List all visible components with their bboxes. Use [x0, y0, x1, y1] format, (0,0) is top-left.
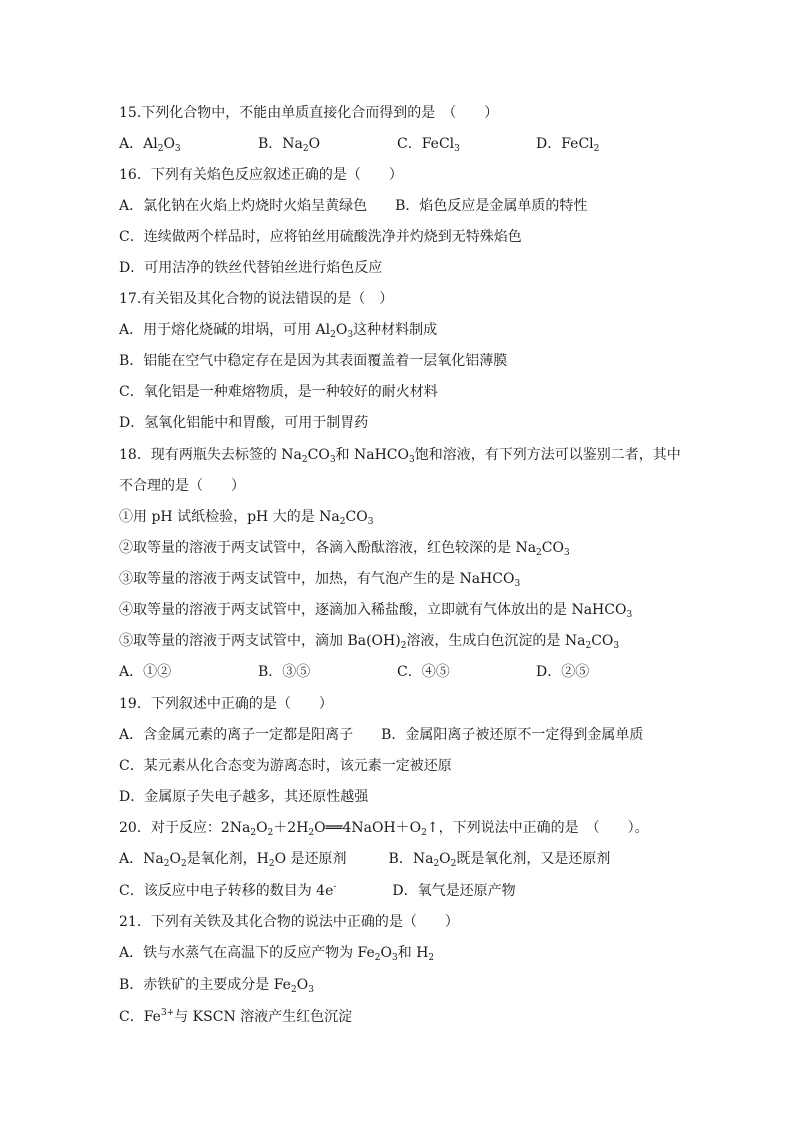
q19-line-c: C．某元素从化合态变为游离态时，该元素一定被还原 [119, 758, 452, 774]
q17-option-b: B．铝能在空气中稳定存在是因为其表面覆盖着一层氧化铝薄膜 [119, 353, 508, 369]
q18-method-4: ④取等量的溶液于两支试管中，逐滴加入稀盐酸，立即就有气体放出的是 NaHCO$_3$ [119, 602, 633, 620]
q18-option-c: C．④⑤ [397, 664, 450, 680]
q21-option-a: A．铁与水蒸气在高温下的反应产物为 $Fe_2O_3$和 $H_2$ [119, 945, 435, 963]
q16-line-ab: A．氯化钠在火焰上灼烧时火焰呈黄绿色 B．焰色反应是金属单质的特性 [119, 198, 588, 214]
q17-option-d: D．氢氧化铝能中和胃酸，可用于制胃药 [119, 415, 369, 431]
q19-line-ab: A．含金属元素的离子一定都是阳离子 B．金属阳离子被还原不一定得到金属单质 [119, 727, 644, 743]
q19-stem: 19．下列叙述中正确的是（ ） [119, 696, 333, 712]
q19-line-d: D．金属原子失电子越多，其还原性越强 [119, 789, 369, 805]
q16-line-d: D．可用洁净的铁丝代替铂丝进行焰色反应 [119, 260, 383, 276]
q17-stem: 17.有关铝及其化合物的说法错误的是（ ） [119, 291, 394, 307]
q18-stem-continued: 不合理的是（ ） [119, 478, 245, 494]
q15-stem: 15.下列化合物中，不能由单质直接化合而得到的是 （ ） [119, 105, 499, 121]
q21-option-c: C．$Fe^{3+}$与 KSCN 溶液产生红色沉淀 [119, 1008, 353, 1025]
q15-option-d: D．FeCl$_2$ [536, 136, 600, 154]
q21-stem: 21．下列有关铁及其化合物的说法中正确的是（ ） [119, 914, 459, 930]
q18-option-a: A．①② [119, 664, 172, 680]
q18-method-2: ②取等量的溶液于两支试管中，各滴入酚酞溶液，红色较深的是 $Na_2CO_3$ [119, 540, 570, 558]
q18-method-1: ①用 pH 试纸检验，pH 大的是 $Na_2CO_3$ [119, 509, 374, 527]
q20-stem: 20．对于反应：$2Na_2O_2+2H_2O══4NaOH+O_2↑$，下列说法中正确的是 （ ）。 [119, 820, 649, 838]
q16-line-c: C．连续做两个样品时，应将铂丝用硫酸洗净并灼烧到无特殊焰色 [119, 229, 522, 245]
q18-method-3: ③取等量的溶液于两支试管中，加热，有气泡产生的是 NaHCO$_3$ [119, 571, 521, 589]
q18-option-d: D．②⑤ [536, 664, 590, 680]
q18-option-b: B．③⑤ [258, 664, 311, 680]
q18-method-5: ⑤取等量的溶液于两支试管中，滴加 $Ba(OH)_2$溶液，生成白色沉淀的是 $Na_2CO_3$ [119, 633, 620, 651]
q20-line-ab: A．$Na_2O_2$是氧化剂，$H_2O$ 是还原剂 B．$Na_2O_2$既是氧化剂，又是还原剂 [119, 851, 611, 869]
q15-option-a: A．$Al_2O_3$ [119, 136, 181, 154]
q21-option-b: B．赤铁矿的主要成分是 $Fe_2O_3$ [119, 977, 314, 995]
q18-stem: 18．现有两瓶失去标签的 $Na_2CO_3$和 NaHCO$_3$饱和溶液，有下列方法可以鉴别二者，其中 [119, 447, 681, 465]
q17-option-c: C．氧化铝是一种难熔物质，是一种较好的耐火材料 [119, 384, 438, 400]
q15-option-c: C．FeCl$_3$ [397, 136, 460, 154]
q16-stem: 16．下列有关焰色反应叙述正确的是（ ） [119, 167, 403, 183]
q17-option-a: A．用于熔化烧碱的坩埚，可用 $Al_2O_3$这种材料制成 [119, 322, 438, 340]
q20-line-cd: C．该反应中电子转移的数目为 4e- D．氧气是还原产物 [119, 882, 516, 899]
q15-option-b: B．$Na_2O$ [258, 136, 321, 154]
